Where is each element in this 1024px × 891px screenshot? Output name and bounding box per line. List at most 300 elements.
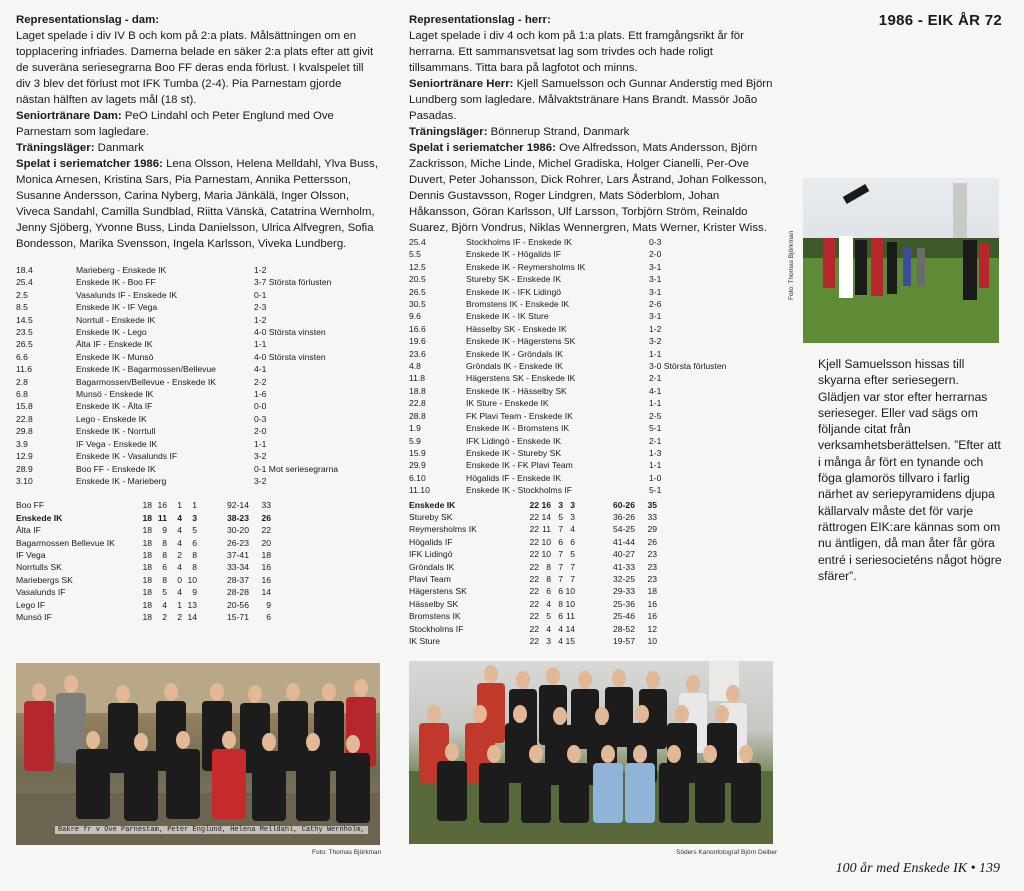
match-date: 6.8: [16, 389, 28, 400]
match-teams: Boo FF - Enskede IK: [76, 463, 156, 474]
standings-played: 22: [529, 623, 539, 634]
player-figure-head: [529, 745, 543, 763]
match-date: 4.8: [409, 361, 421, 372]
match-teams: Enskede IK - Marieberg: [76, 475, 167, 486]
match-teams: Enskede IK - Hägerstens SK: [466, 336, 576, 347]
standings-points: 16: [647, 598, 657, 609]
women-coach-label: Seniortränare Dam:: [16, 110, 122, 122]
standings-wins: 16: [541, 499, 551, 510]
match-result: 2-0: [254, 426, 267, 437]
match-teams: Gröndals IK - Enskede IK: [466, 361, 563, 372]
standings-points: 33: [261, 500, 271, 511]
match-result: 0-0: [254, 401, 267, 412]
match-teams: Lego - Enskede IK: [76, 413, 147, 424]
standings-team: Enskede IK: [16, 512, 63, 523]
women-paragraph: Laget spelade i div IV B och kom på 2:a plats. Målsättningen om en topplacering infriades. Damerna belade en säker 2:a plats efter att givit de suveräna seriesegrarna Boo FF deras enda förlust. I kvalspelet till div 3 blev det förlust mot IFK Tumba (2-4). Pia Parnestam gjorde nästan hälften av lagets mål (18 st).: [16, 30, 374, 106]
women-match-row: [16, 388, 378, 400]
women-section: [16, 12, 378, 623]
standings-played: 22: [529, 586, 539, 597]
men-match-row: [409, 273, 774, 285]
match-result: 3-1: [649, 274, 662, 285]
match-result: 5-1: [649, 423, 662, 434]
player-figure: [593, 763, 623, 823]
match-result: 2-1: [649, 373, 662, 384]
celebration-caption: Kjell Samuelsson hissas till skyarna efter seriesegern. Glädjen var stor efter herrarnas serieseger. Eller vad sägs om följande citat från verksamhetsberättelsen. ”Efter att i många år fört en tynande och föga glamorös tillvaro i farlig närhet av seriepyramidens djupa källarvalv måste det för varje rättrogen EIK:are kännas som om nu äntligen, då man åter får göra entré i seriesocieténs något högre sfärer”.: [818, 357, 1002, 583]
men-match-row: [409, 323, 774, 335]
women-standings-row: [16, 561, 378, 573]
match-result: 4-1: [649, 385, 662, 396]
men-match-row: [409, 286, 774, 298]
standings-losses: 11: [566, 611, 575, 622]
standings-draws: 7: [558, 549, 563, 560]
player-figure-head: [578, 671, 592, 689]
standings-goals: 32-25: [613, 573, 635, 584]
player-figure-head: [646, 671, 660, 689]
match-result: 1-2: [254, 314, 267, 325]
standings-losses: 10: [565, 598, 575, 609]
match-date: 5.5: [409, 249, 421, 260]
standings-losses: 10: [187, 574, 197, 585]
standings-wins: 16: [157, 500, 167, 511]
standings-wins: 4: [162, 599, 167, 610]
standings-points: 26: [647, 536, 657, 547]
women-standings-row: [16, 524, 378, 536]
match-teams: Enskede IK - Reymersholms IK: [466, 261, 586, 272]
standings-points: 33: [647, 511, 657, 522]
standings-team: Hägerstens SK: [409, 586, 467, 597]
standings-points: 23: [647, 561, 657, 572]
standings-played: 18: [142, 587, 152, 598]
match-date: 23.6: [409, 348, 426, 359]
standings-played: 18: [142, 562, 152, 573]
standings-played: 22: [529, 573, 539, 584]
match-date: 29.8: [16, 426, 33, 437]
match-date: 6.10: [409, 472, 426, 483]
match-teams: Högalids IF - Enskede IK: [466, 472, 562, 483]
player-figure: [521, 763, 551, 823]
player-figure-head: [248, 685, 262, 703]
standings-wins: 6: [546, 586, 551, 597]
men-standings-row: [409, 511, 774, 523]
standings-played: 22: [529, 499, 539, 510]
men-photo-credit: Söders Kanonfotograf Björn Deiber: [676, 849, 778, 856]
men-standings-row: [409, 635, 774, 647]
standings-goals: 92-14: [227, 500, 249, 511]
match-teams: Norrtull - Enskede IK: [76, 314, 156, 325]
men-match-row: [409, 459, 774, 471]
standings-goals: 28-28: [227, 587, 249, 598]
player-figure-head: [546, 667, 560, 685]
player-figure: [76, 749, 110, 819]
standings-wins: 5: [162, 587, 167, 598]
men-standings-row: [409, 523, 774, 535]
match-teams: IF Vega - Enskede IK: [76, 438, 158, 449]
player-figure-head: [222, 731, 236, 749]
player-figure: [296, 751, 330, 821]
standings-draws: 4: [558, 636, 563, 646]
standings-played: 22: [529, 549, 539, 560]
match-date: 18.8: [409, 385, 426, 396]
men-team-illustration: [409, 661, 773, 844]
standings-played: 18: [142, 599, 152, 610]
standings-wins: 6: [162, 562, 167, 573]
match-teams: Munsö - Enskede IK: [76, 389, 154, 400]
standings-draws: 1: [177, 500, 182, 511]
standings-team: Bromstens IK: [409, 611, 461, 622]
match-teams: Enskede IK - Stureby SK: [466, 447, 562, 458]
men-match-row: [409, 360, 774, 372]
player-figure-head: [667, 745, 681, 763]
standings-team: IFK Lidingö: [409, 549, 453, 560]
match-result: 4-0 Största vinsten: [254, 327, 326, 338]
match-date: 16.6: [409, 323, 426, 334]
match-result: 3-1: [649, 311, 662, 322]
standings-losses: 5: [570, 549, 575, 560]
standings-losses: 8: [192, 549, 197, 560]
men-standings-row: [409, 585, 774, 597]
match-result: 0-1 Mot seriesegrarna: [254, 463, 339, 474]
women-match-row: [16, 363, 378, 375]
player-figure-head: [427, 705, 441, 723]
standings-played: 18: [142, 574, 152, 585]
match-result: 3-2: [649, 336, 662, 347]
player-figure-head: [553, 707, 567, 725]
men-match-row: [409, 372, 774, 384]
match-result: 1-1: [254, 339, 267, 350]
men-standings-row: [409, 536, 774, 548]
standings-draws: 6: [558, 586, 563, 597]
player-figure-head: [703, 745, 717, 763]
standings-team: Lego IF: [16, 599, 46, 610]
match-date: 3.9: [16, 438, 28, 449]
match-date: 26.5: [16, 339, 33, 350]
standings-draws: 8: [558, 598, 563, 609]
standings-losses: 14: [565, 623, 575, 634]
player-figure-head: [32, 683, 46, 701]
player-figure-head: [164, 683, 178, 701]
standings-goals: 41-44: [613, 536, 635, 547]
player-figure-head: [516, 671, 530, 689]
player-figure-head: [210, 683, 224, 701]
match-result: 3-7 Största förlusten: [254, 277, 332, 288]
match-date: 18.4: [16, 265, 33, 275]
standings-wins: 8: [162, 537, 167, 548]
match-teams: Marieberg - Enskede IK: [76, 265, 167, 275]
standings-played: 22: [529, 561, 539, 572]
standings-team: Mariebergs SK: [16, 574, 73, 585]
women-standings-row: [16, 549, 378, 561]
women-match-row: [16, 338, 378, 350]
men-match-row: [409, 484, 774, 496]
standings-wins: 4: [546, 598, 551, 609]
men-coach-label: Seniortränare Herr:: [409, 78, 514, 90]
standings-goals: 60-26: [613, 499, 635, 510]
match-date: 9.6: [409, 311, 421, 322]
match-date: 6.6: [16, 351, 28, 362]
men-match-row: [409, 385, 774, 397]
match-date: 12.9: [16, 451, 33, 462]
standings-draws: 4: [177, 525, 182, 536]
standings-losses: 15: [565, 636, 575, 646]
standings-wins: 10: [541, 536, 551, 547]
match-teams: Hässelby SK - Enskede IK: [466, 323, 567, 334]
women-match-row: [16, 413, 378, 425]
player-figure-head: [176, 731, 190, 749]
match-date: 5.9: [409, 435, 421, 446]
match-teams: Enskede IK - Munsö: [76, 351, 154, 362]
match-result: 1-1: [254, 438, 267, 449]
men-match-row: [409, 248, 774, 260]
standings-goals: 37-41: [227, 549, 249, 560]
match-teams: Enskede IK - Älta IF: [76, 401, 153, 412]
women-match-row: [16, 400, 378, 412]
standings-team: Hässelby SK: [409, 598, 459, 609]
standings-points: 20: [261, 537, 271, 548]
men-standings-row: [409, 573, 774, 585]
standings-draws: 4: [177, 587, 182, 598]
standings-points: 6: [266, 611, 271, 622]
standings-losses: 8: [192, 562, 197, 573]
standings-draws: 1: [177, 599, 182, 610]
player-figure: [731, 763, 761, 823]
match-teams: Enskede IK - Vasalunds IF: [76, 451, 178, 462]
women-standings-row: [16, 499, 378, 511]
standings-wins: 10: [541, 549, 551, 560]
match-date: 15.8: [16, 401, 33, 412]
women-players-text: Lena Olsson, Helena Melldahl, Ylva Buss, Monica Arnesen, Kristina Sars, Pia Parnestam, Annika Pettersson, Susanne Andersson, Carina Nyberg, Maria Jänkälä, Inger Olsson, Viveca Sandahl, Camilla Sundblad, Riitta Vänskä, Catatrina Wernholm, Jenny Sjöberg, Yvonne Buss, Linda Danielsson, Ulrica Alfvegren, Sofia Bondesson, Marika Svensson, Ingela Karlsson, Viveka Lundberg.: [16, 158, 378, 250]
player-figure-head: [601, 745, 615, 763]
standings-points: 12: [647, 623, 657, 634]
standings-losses: 6: [192, 537, 197, 548]
player-figure-head: [354, 679, 368, 697]
standings-losses: 14: [187, 611, 197, 622]
standings-points: 23: [647, 549, 657, 560]
men-match-row: [409, 435, 774, 447]
standings-losses: 7: [570, 561, 575, 572]
standings-team: Vasalunds IF: [16, 587, 66, 598]
women-match-row: [16, 314, 378, 326]
women-match-row: [16, 326, 378, 338]
player-figure-head: [633, 745, 647, 763]
standings-losses: 1: [192, 500, 197, 511]
match-date: 3.10: [16, 475, 33, 486]
match-date: 22.8: [16, 413, 33, 424]
standings-played: 22: [529, 636, 539, 646]
page-title: 1986 - EIK ÅR 72: [878, 12, 1002, 29]
women-team-photo: [16, 663, 380, 845]
match-teams: Enskede IK - Stockholms IF: [466, 485, 573, 496]
women-match-list: [16, 264, 378, 487]
women-match-row: [16, 276, 378, 288]
match-result: 2-3: [254, 302, 267, 313]
match-date: 25.4: [16, 277, 33, 288]
player-figure-head: [635, 705, 649, 723]
match-teams: Enskede IK - Norrtull: [76, 426, 156, 437]
player-figure-head: [134, 733, 148, 751]
men-standings-row: [409, 610, 774, 622]
player-figure-head: [715, 705, 729, 723]
player-figure: [24, 701, 54, 771]
women-standings-row: [16, 611, 378, 623]
match-result: 3-2: [254, 451, 267, 462]
standings-team: Norrtulls SK: [16, 562, 62, 573]
standings-draws: 4: [177, 512, 182, 523]
women-prose: [16, 12, 378, 252]
standings-wins: 2: [162, 611, 167, 622]
standings-team: Stockholms IF: [409, 623, 464, 634]
match-result: 4-1: [254, 364, 267, 375]
standings-draws: 7: [558, 561, 563, 572]
standings-wins: 14: [541, 511, 551, 522]
player-figure: [166, 749, 200, 819]
standings-draws: 0: [177, 574, 182, 585]
standings-points: 22: [261, 525, 271, 536]
match-teams: Enskede IK - Lego: [76, 327, 147, 338]
standings-played: 18: [142, 537, 152, 548]
match-result: 2-0: [649, 249, 662, 260]
women-standings-table: [16, 499, 378, 623]
match-date: 19.6: [409, 336, 426, 347]
standings-wins: 8: [546, 573, 551, 584]
standings-goals: 29-33: [613, 586, 635, 597]
standings-played: 22: [529, 524, 539, 535]
player-figure-head: [346, 735, 360, 753]
match-date: 2.5: [16, 289, 28, 300]
match-teams: Enskede IK - Boo FF: [76, 277, 156, 288]
women-match-row: [16, 376, 378, 388]
standings-wins: 11: [542, 524, 551, 535]
men-match-list: [409, 236, 774, 497]
standings-played: 22: [529, 611, 539, 622]
standings-wins: 9: [162, 525, 167, 536]
men-standings-row: [409, 598, 774, 610]
player-figure-head: [473, 705, 487, 723]
match-result: 1-1: [649, 348, 662, 359]
match-date: 14.5: [16, 314, 33, 325]
match-teams: Enskede IK - Högalids IF: [466, 249, 562, 260]
standings-points: 16: [261, 574, 271, 585]
match-date: 29.9: [409, 460, 426, 471]
standings-losses: 3: [570, 511, 575, 522]
women-match-row: [16, 289, 378, 301]
standings-wins: 5: [546, 611, 551, 622]
standings-goals: 36-26: [613, 511, 635, 522]
match-date: 1.9: [409, 423, 421, 434]
celebration-illustration: [803, 178, 999, 343]
men-players-label: Spelat i seriematcher 1986:: [409, 142, 556, 154]
match-result: 1-1: [649, 460, 662, 471]
match-result: 3-1: [649, 261, 662, 272]
player-figure-head: [567, 745, 581, 763]
standings-team: Älta IF: [16, 525, 41, 536]
match-teams: Bagarmossen/Bellevue - Enskede IK: [76, 376, 216, 387]
men-match-row: [409, 348, 774, 360]
standings-points: 14: [261, 587, 271, 598]
standings-goals: 33-34: [227, 562, 249, 573]
player-figure: [437, 761, 467, 821]
match-date: 12.5: [409, 261, 426, 272]
match-date: 22.8: [409, 398, 426, 409]
standings-played: 18: [142, 549, 152, 560]
standings-points: 26: [261, 512, 271, 523]
player-figure-head: [686, 675, 700, 693]
standings-goals: 54-25: [613, 524, 635, 535]
match-teams: Enskede IK - FK Plavi Team: [466, 460, 573, 471]
standings-wins: 8: [162, 574, 167, 585]
women-match-row: [16, 438, 378, 450]
standings-losses: 6: [570, 536, 575, 547]
standings-team: Plavi Team: [409, 573, 451, 584]
men-coach-text: Kjell Samuelsson och Gunnar Anderstig med Björn Lundberg som lagledare. Målvaktstränare Hans Brandt. Massör João Pasadas.: [409, 78, 773, 122]
standings-draws: 4: [177, 562, 182, 573]
standings-points: 9: [266, 599, 271, 610]
standings-played: 18: [142, 500, 152, 511]
standings-losses: 5: [192, 525, 197, 536]
men-standings-row: [409, 623, 774, 635]
men-camp-label: Träningsläger:: [409, 126, 488, 138]
match-result: 1-1: [649, 398, 662, 409]
match-date: 28.8: [409, 410, 426, 421]
player-figure-head: [86, 731, 100, 749]
men-team-photo: [409, 661, 773, 844]
match-teams: Enskede IK - IK Sture: [466, 311, 549, 322]
match-teams: FK Plavi Team - Enskede IK: [466, 410, 573, 421]
men-paragraph: Laget spelade i div 4 och kom på 1:a plats. Ett framgångsrikt år för herrarna. Ett sammansvetsat lag som trivdes och hade roligt tillsammans. Titta bara på lagfotot och minns.: [409, 30, 744, 74]
match-date: 28.9: [16, 463, 33, 474]
match-result: 3-2: [254, 475, 267, 486]
match-result: 1-0: [649, 472, 662, 483]
standings-goals: 30-20: [227, 525, 249, 536]
match-result: 3-0 Största förlusten: [649, 361, 727, 372]
standings-losses: 10: [565, 586, 575, 597]
player-figure: [336, 753, 370, 823]
match-date: 11.8: [409, 373, 426, 384]
player-figure-head: [286, 683, 300, 701]
men-standings-row: [409, 561, 774, 573]
standings-losses: 7: [570, 573, 575, 584]
page-footer: 100 år med Enskede IK • 139: [835, 861, 1000, 876]
match-result: 0-3: [254, 413, 267, 424]
player-figure-head: [306, 733, 320, 751]
standings-goals: 20-56: [227, 599, 249, 610]
player-figure: [479, 763, 509, 823]
standings-wins: 11: [157, 512, 167, 523]
match-result: 1-3: [649, 447, 662, 458]
men-players-text: Ove Alfredsson, Mats Andersson, Björn Zackrisson, Miche Linde, Michel Gradiska, Holger Cianelli, Per-Ove Duvert, Peter Johansson, Dick Rohrer, Lars Åstrand, Johan Folkesson, Dennis Gustavsson, Roger Lindgren, Mats Söderblom, Johan Håkansson, Göran Karlsson, Ulf Larsson, Torbjörn Ström, Reinaldo Suarez, Björn Vondrus, Niklas Wennergren, Mats Werner, Krister Wiss.: [409, 142, 767, 234]
match-result: 1-2: [254, 265, 267, 275]
standings-wins: 3: [546, 636, 551, 646]
men-match-row: [409, 447, 774, 459]
match-result: 0-3: [649, 237, 662, 247]
standings-points: 10: [647, 636, 657, 646]
men-match-row: [409, 422, 774, 434]
standings-draws: 4: [177, 537, 182, 548]
standings-points: 16: [261, 562, 271, 573]
men-heading: Representationslag - herr:: [409, 14, 551, 26]
standings-team: IK Sture: [409, 636, 441, 646]
standings-goals: 41-33: [613, 561, 635, 572]
match-result: 2-5: [649, 410, 662, 421]
match-teams: Stureby SK - Enskede IK: [466, 274, 562, 285]
standings-points: 23: [647, 573, 657, 584]
match-date: 30.5: [409, 299, 426, 310]
women-match-row: [16, 475, 378, 487]
standings-played: 18: [142, 611, 152, 622]
match-teams: Enskede IK - Gröndals IK: [466, 348, 563, 359]
match-result: 1-6: [254, 389, 267, 400]
player-figure: [625, 763, 655, 823]
standings-goals: 15-71: [227, 611, 249, 622]
